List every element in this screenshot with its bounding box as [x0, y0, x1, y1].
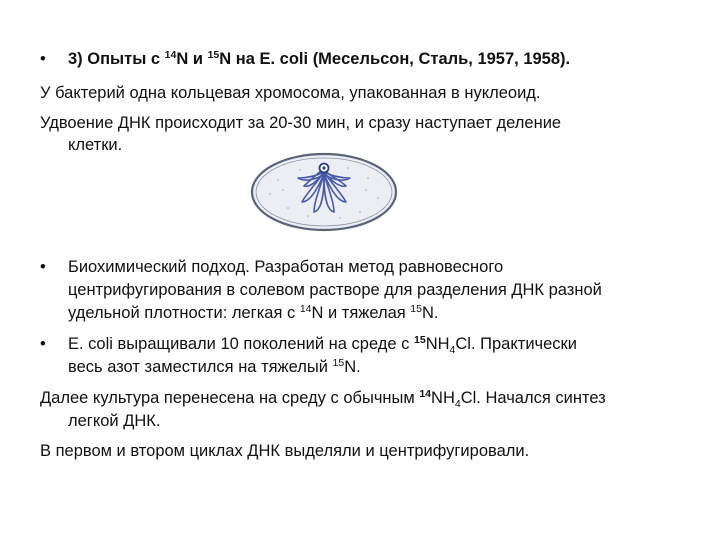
bullet-1-line-3: удельной плотности: легкая с $^{14}$N и тяжелая $^{15}$N. [68, 303, 439, 322]
bullet-2-marker: • [40, 335, 46, 353]
header-title: 3) Опыты с $^{14}$N и $^{15}$N на E. coli (Мeсельсон, Сталь, 1957, 1958). [68, 49, 571, 68]
paragraph-1-line-2: легкой ДНК. [68, 412, 161, 430]
bullet-1-marker: • [40, 258, 46, 276]
bullet-2-line-1: E. coli выращивали 10 поколений на среде с $^{15}NH_4Cl$. Практически [68, 334, 577, 356]
text-line-replication: Удвоение ДНК происходит за 20-30 мин, и сразу наступает деление [40, 114, 562, 132]
paragraph-2: В первом и втором циклах ДНК выделяли и центрифугировали. [40, 442, 530, 460]
bullet-2-line-2: весь азот заместился на тяжелый $^{15}$N. [68, 357, 361, 376]
paragraph-1-line-1: Далее культура перенесена на среду с обычным $^{14}NH_4Cl$. Начался синтез [40, 388, 606, 410]
bacterium-nucleoid-icon [248, 150, 400, 234]
text-line-chromosome: У бактерий одна кольцевая хромосома, упакованная в нуклеоид. [40, 84, 541, 102]
header-bullet: • [40, 50, 46, 68]
bullet-1-line-1: Биохимический подход. Разработан метод равновесного [68, 258, 504, 276]
bullet-1-line-2: центрифугирования в солевом растворе для разделения ДНК разной [68, 281, 602, 299]
text-line-replication-cont: клетки. [68, 136, 123, 154]
